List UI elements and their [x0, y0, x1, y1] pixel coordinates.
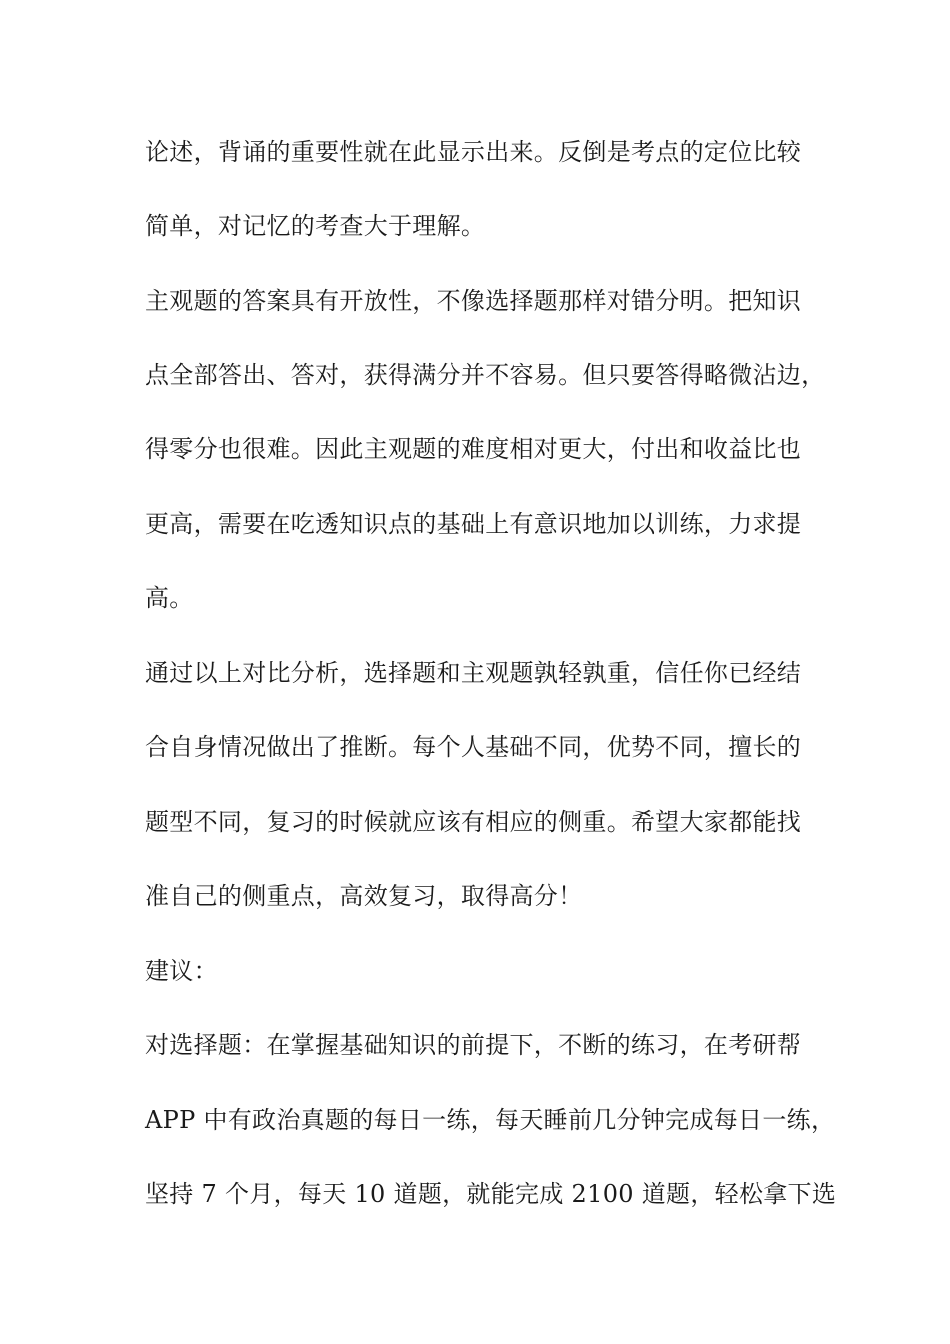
text-line: 建议： — [145, 957, 218, 985]
text-line: 准自己的侧重点，高效复习，取得高分！ — [145, 882, 583, 910]
text-line: 点全部答出、答对，获得满分并不容易。但只要答得略微沾边， — [145, 361, 826, 389]
text-line: 合自身情况做出了推断。每个人基础不同，优势不同，擅长的 — [145, 733, 802, 761]
text-line: 更高，需要在吃透知识点的基础上有意识地加以训练，力求提 — [145, 510, 802, 538]
text-line: 通过以上对比分析，选择题和主观题孰轻孰重，信任你已经结 — [145, 659, 802, 687]
text-line: 得零分也很难。因此主观题的难度相对更大，付出和收益比也 — [145, 435, 802, 463]
text-line: 简单，对记忆的考查大于理解。 — [145, 212, 486, 240]
text-line: 高。 — [145, 584, 194, 612]
text-line: 主观题的答案具有开放性，不像选择题那样对错分明。把知识 — [145, 287, 802, 315]
text-line: 对选择题：在掌握基础知识的前提下，不断的练习，在考研帮 — [145, 1031, 802, 1059]
text-line: 题型不同，复习的时候就应该有相应的侧重。希望大家都能找 — [145, 808, 802, 836]
text-line: 论述，背诵的重要性就在此显示出来。反倒是考点的定位比较 — [145, 138, 802, 166]
text-line: 坚持 7 个月，每天 10 道题，就能完成 2100 道题，轻松拿下选 — [145, 1180, 837, 1208]
text-line: APP 中有政治真题的每日一练，每天睡前几分钟完成每日一练， — [145, 1106, 836, 1134]
